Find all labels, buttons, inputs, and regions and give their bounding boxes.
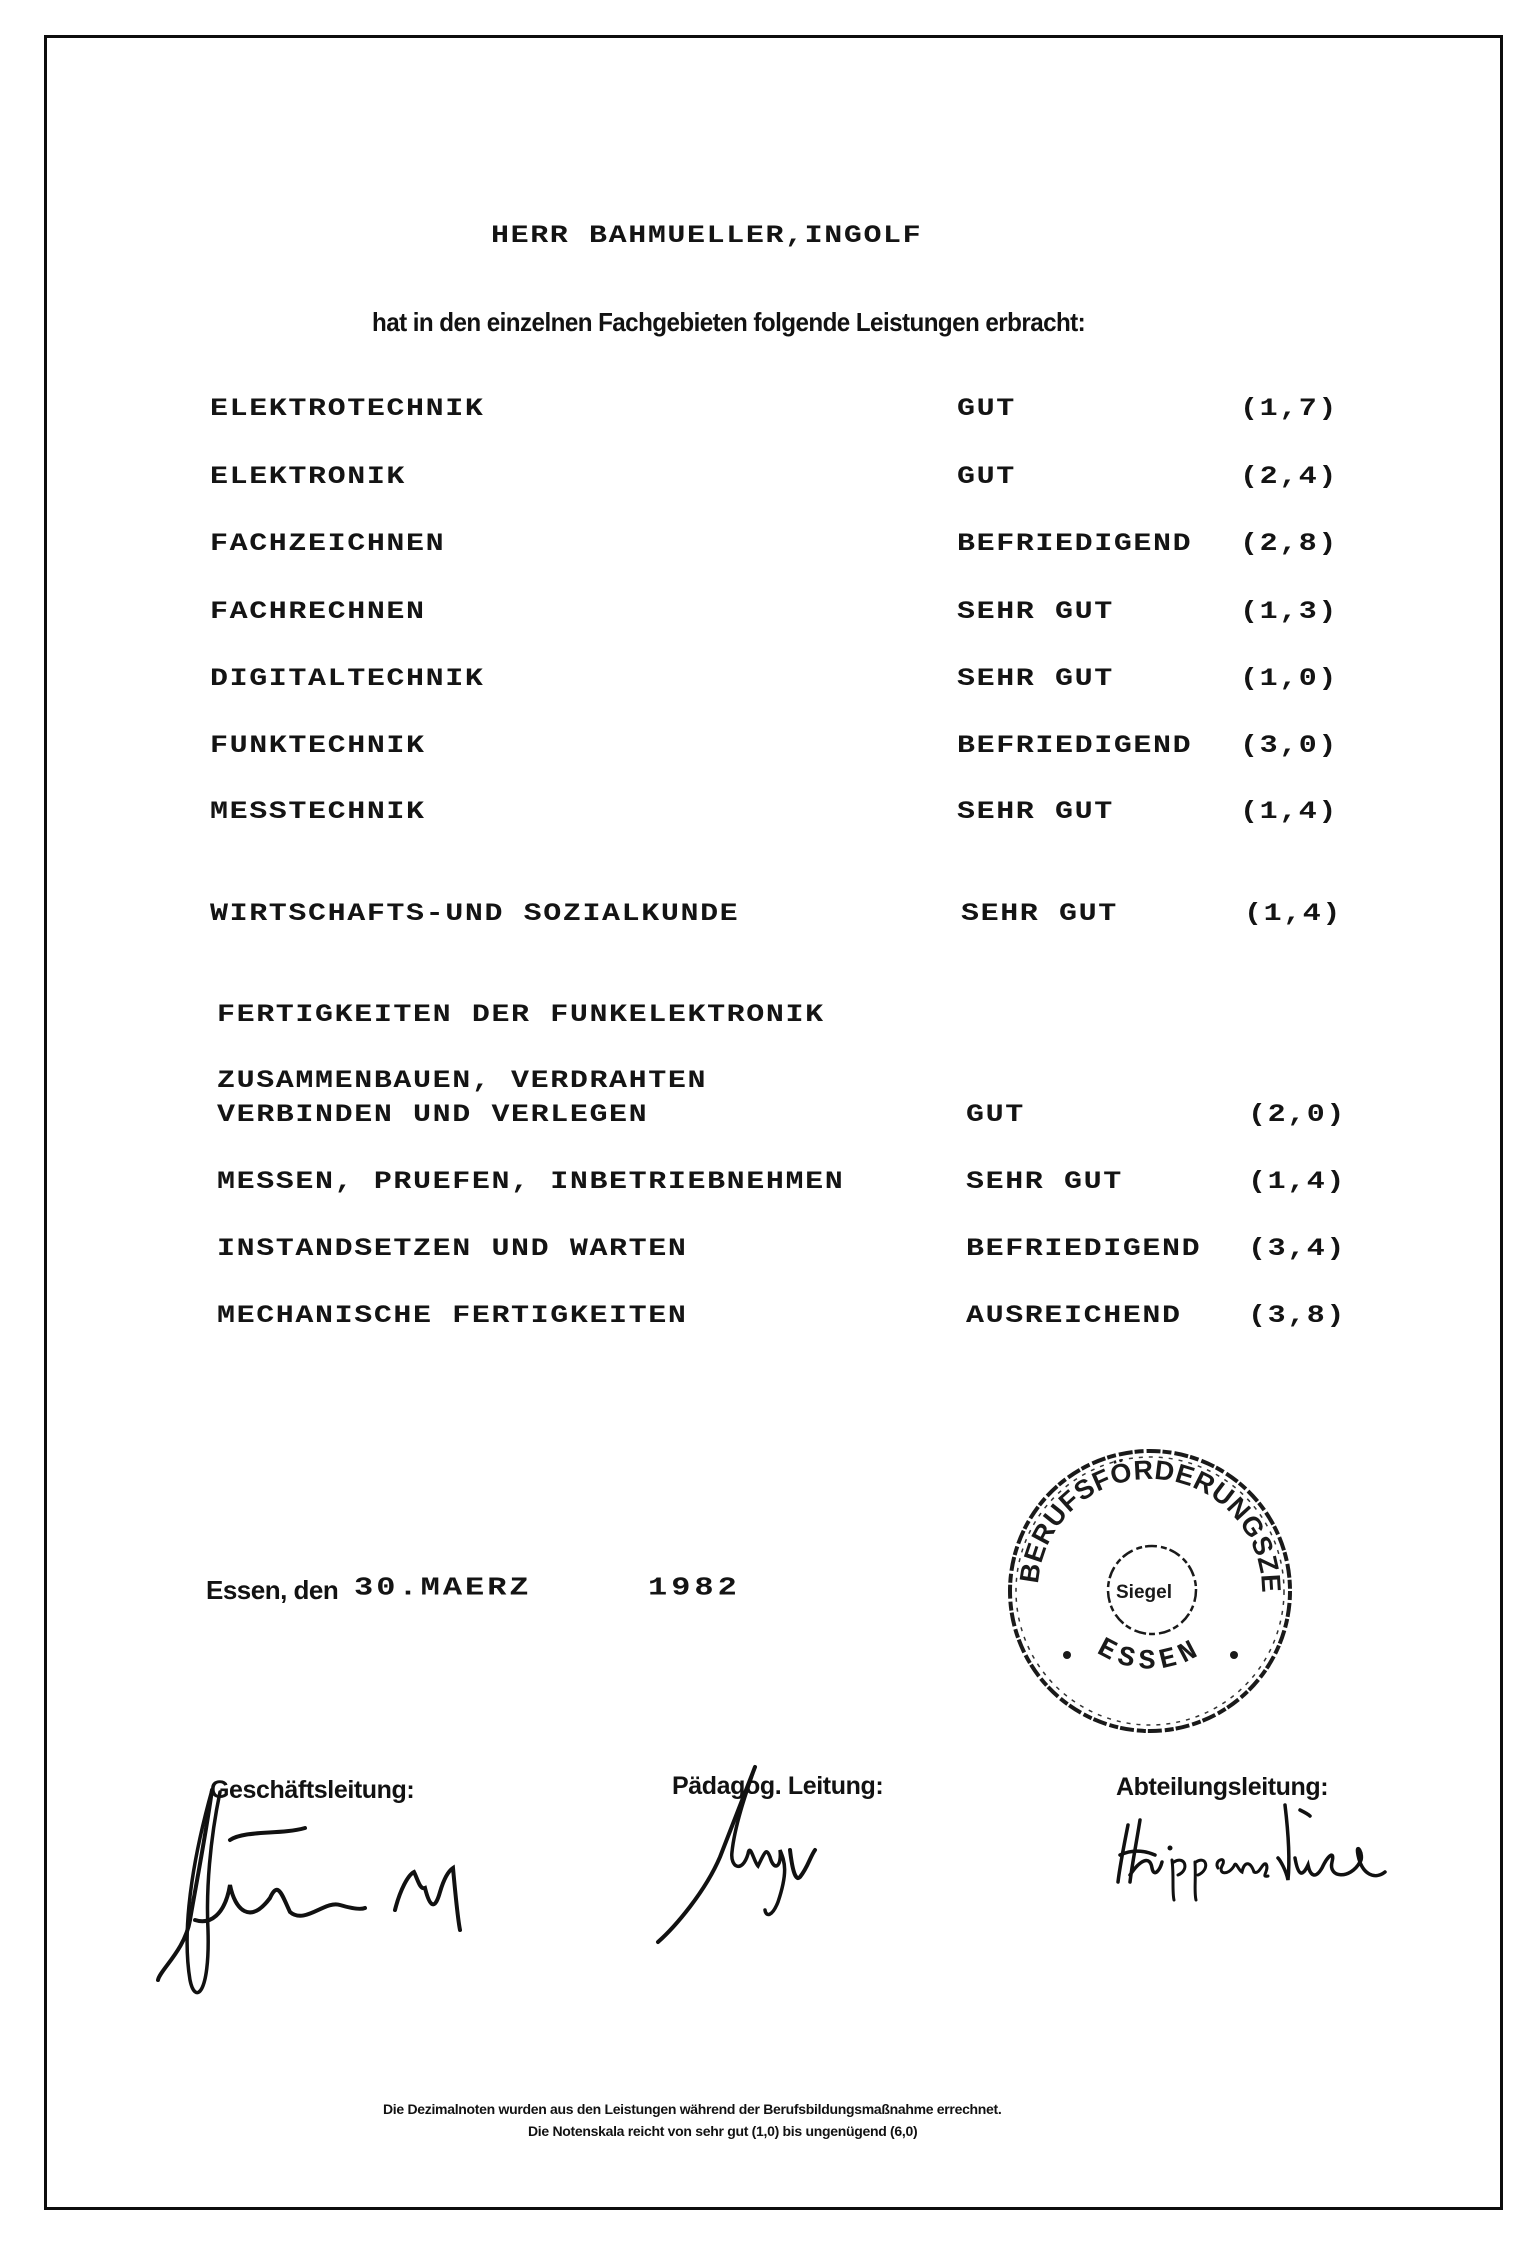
subject-score: (1,7) <box>1240 395 1339 424</box>
signature-management <box>150 1776 530 2000</box>
subject-name: ELEKTRONIK <box>210 463 407 492</box>
subject-score: (2,8) <box>1240 530 1339 559</box>
subject-name: FACHZEICHNEN <box>210 530 446 559</box>
skill-rating: SEHR GUT <box>966 1168 1123 1197</box>
subject-name: FACHRECHNEN <box>210 598 426 627</box>
seal-dot <box>1063 1651 1071 1659</box>
subject-rating: GUT <box>957 463 1016 492</box>
date-day-month: 30.MAERZ <box>354 1572 532 1603</box>
subject-rating: SEHR GUT <box>957 598 1114 627</box>
subject-name: ELEKTROTECHNIK <box>210 395 485 424</box>
date-place: Essen, den <box>206 1575 339 1605</box>
subject-rating: BEFRIEDIGEND <box>957 530 1193 559</box>
subject-score: (1,4) <box>1240 798 1339 827</box>
footer-note-decimal: Die Dezimalnoten wurden aus den Leistungen während der Berufsbildungsmaßnahme errechnet. <box>383 2101 1002 2117</box>
intro-text: hat in den einzelnen Fachgebieten folgende Leistungen erbracht: <box>372 307 1086 337</box>
subject-score: (1,3) <box>1240 598 1339 627</box>
seal-center-text: Siegel <box>1116 1582 1172 1603</box>
subject-score: (3,0) <box>1240 732 1339 761</box>
signature-pedagogy <box>650 1762 890 1952</box>
seal-ring-text: BERUFSFÖRDERUNGSZENTRUM ESSEN E.V. <box>993 1422 1287 1594</box>
skill-score: (3,4) <box>1248 1235 1347 1264</box>
subject-name: WIRTSCHAFTS-UND SOZIALKUNDE <box>210 900 740 929</box>
subject-rating: BEFRIEDIGEND <box>957 732 1193 761</box>
subject-rating: SEHR GUT <box>961 900 1118 929</box>
skill-name: VERBINDEN UND VERLEGEN <box>217 1101 649 1130</box>
subject-name: FUNKTECHNIK <box>210 732 426 761</box>
skill-score: (2,0) <box>1248 1101 1347 1130</box>
signature-label: Abteilungsleitung: <box>1116 1773 1329 1801</box>
date-year: 1982 <box>648 1572 741 1603</box>
skill-score: (1,4) <box>1248 1168 1347 1197</box>
skill-name: INSTANDSETZEN UND WARTEN <box>217 1235 688 1264</box>
skill-name: MESSEN, PRUEFEN, INBETRIEBNEHMEN <box>217 1168 845 1197</box>
subject-score: (1,0) <box>1240 665 1339 694</box>
signature-department <box>1110 1800 1410 1900</box>
seal-bottom-text: ESSEN <box>1091 1633 1209 1678</box>
subject-rating: GUT <box>957 395 1016 424</box>
skill-name: MECHANISCHE FERTIGKEITEN <box>217 1302 688 1331</box>
skill-rating: GUT <box>966 1101 1025 1130</box>
skill-rating: AUSREICHEND <box>966 1302 1182 1331</box>
skills-heading: FERTIGKEITEN DER FUNKELEKTRONIK <box>217 1001 825 1030</box>
footer-note-scale: Die Notenskala reicht von sehr gut (1,0) bis ungenügend (6,0) <box>528 2123 918 2139</box>
signature-label: Geschäftsleitung: <box>210 1776 415 1804</box>
official-seal <box>993 1422 1295 1736</box>
subject-rating: SEHR GUT <box>957 798 1114 827</box>
subject-score: (1,4) <box>1244 900 1343 929</box>
skill-score: (3,8) <box>1248 1302 1347 1331</box>
subject-name: MESSTECHNIK <box>210 798 426 827</box>
seal-dot <box>1230 1651 1238 1659</box>
subject-rating: SEHR GUT <box>957 665 1114 694</box>
subject-score: (2,4) <box>1240 463 1339 492</box>
subject-name: DIGITALTECHNIK <box>210 665 485 694</box>
recipient-name: HERR BAHMUELLER,INGOLF <box>491 222 923 251</box>
skill-name-line1: ZUSAMMENBAUEN, VERDRAHTEN <box>217 1067 708 1096</box>
skill-rating: BEFRIEDIGEND <box>966 1235 1202 1264</box>
signature-label: Pädagog. Leitung: <box>672 1772 884 1800</box>
